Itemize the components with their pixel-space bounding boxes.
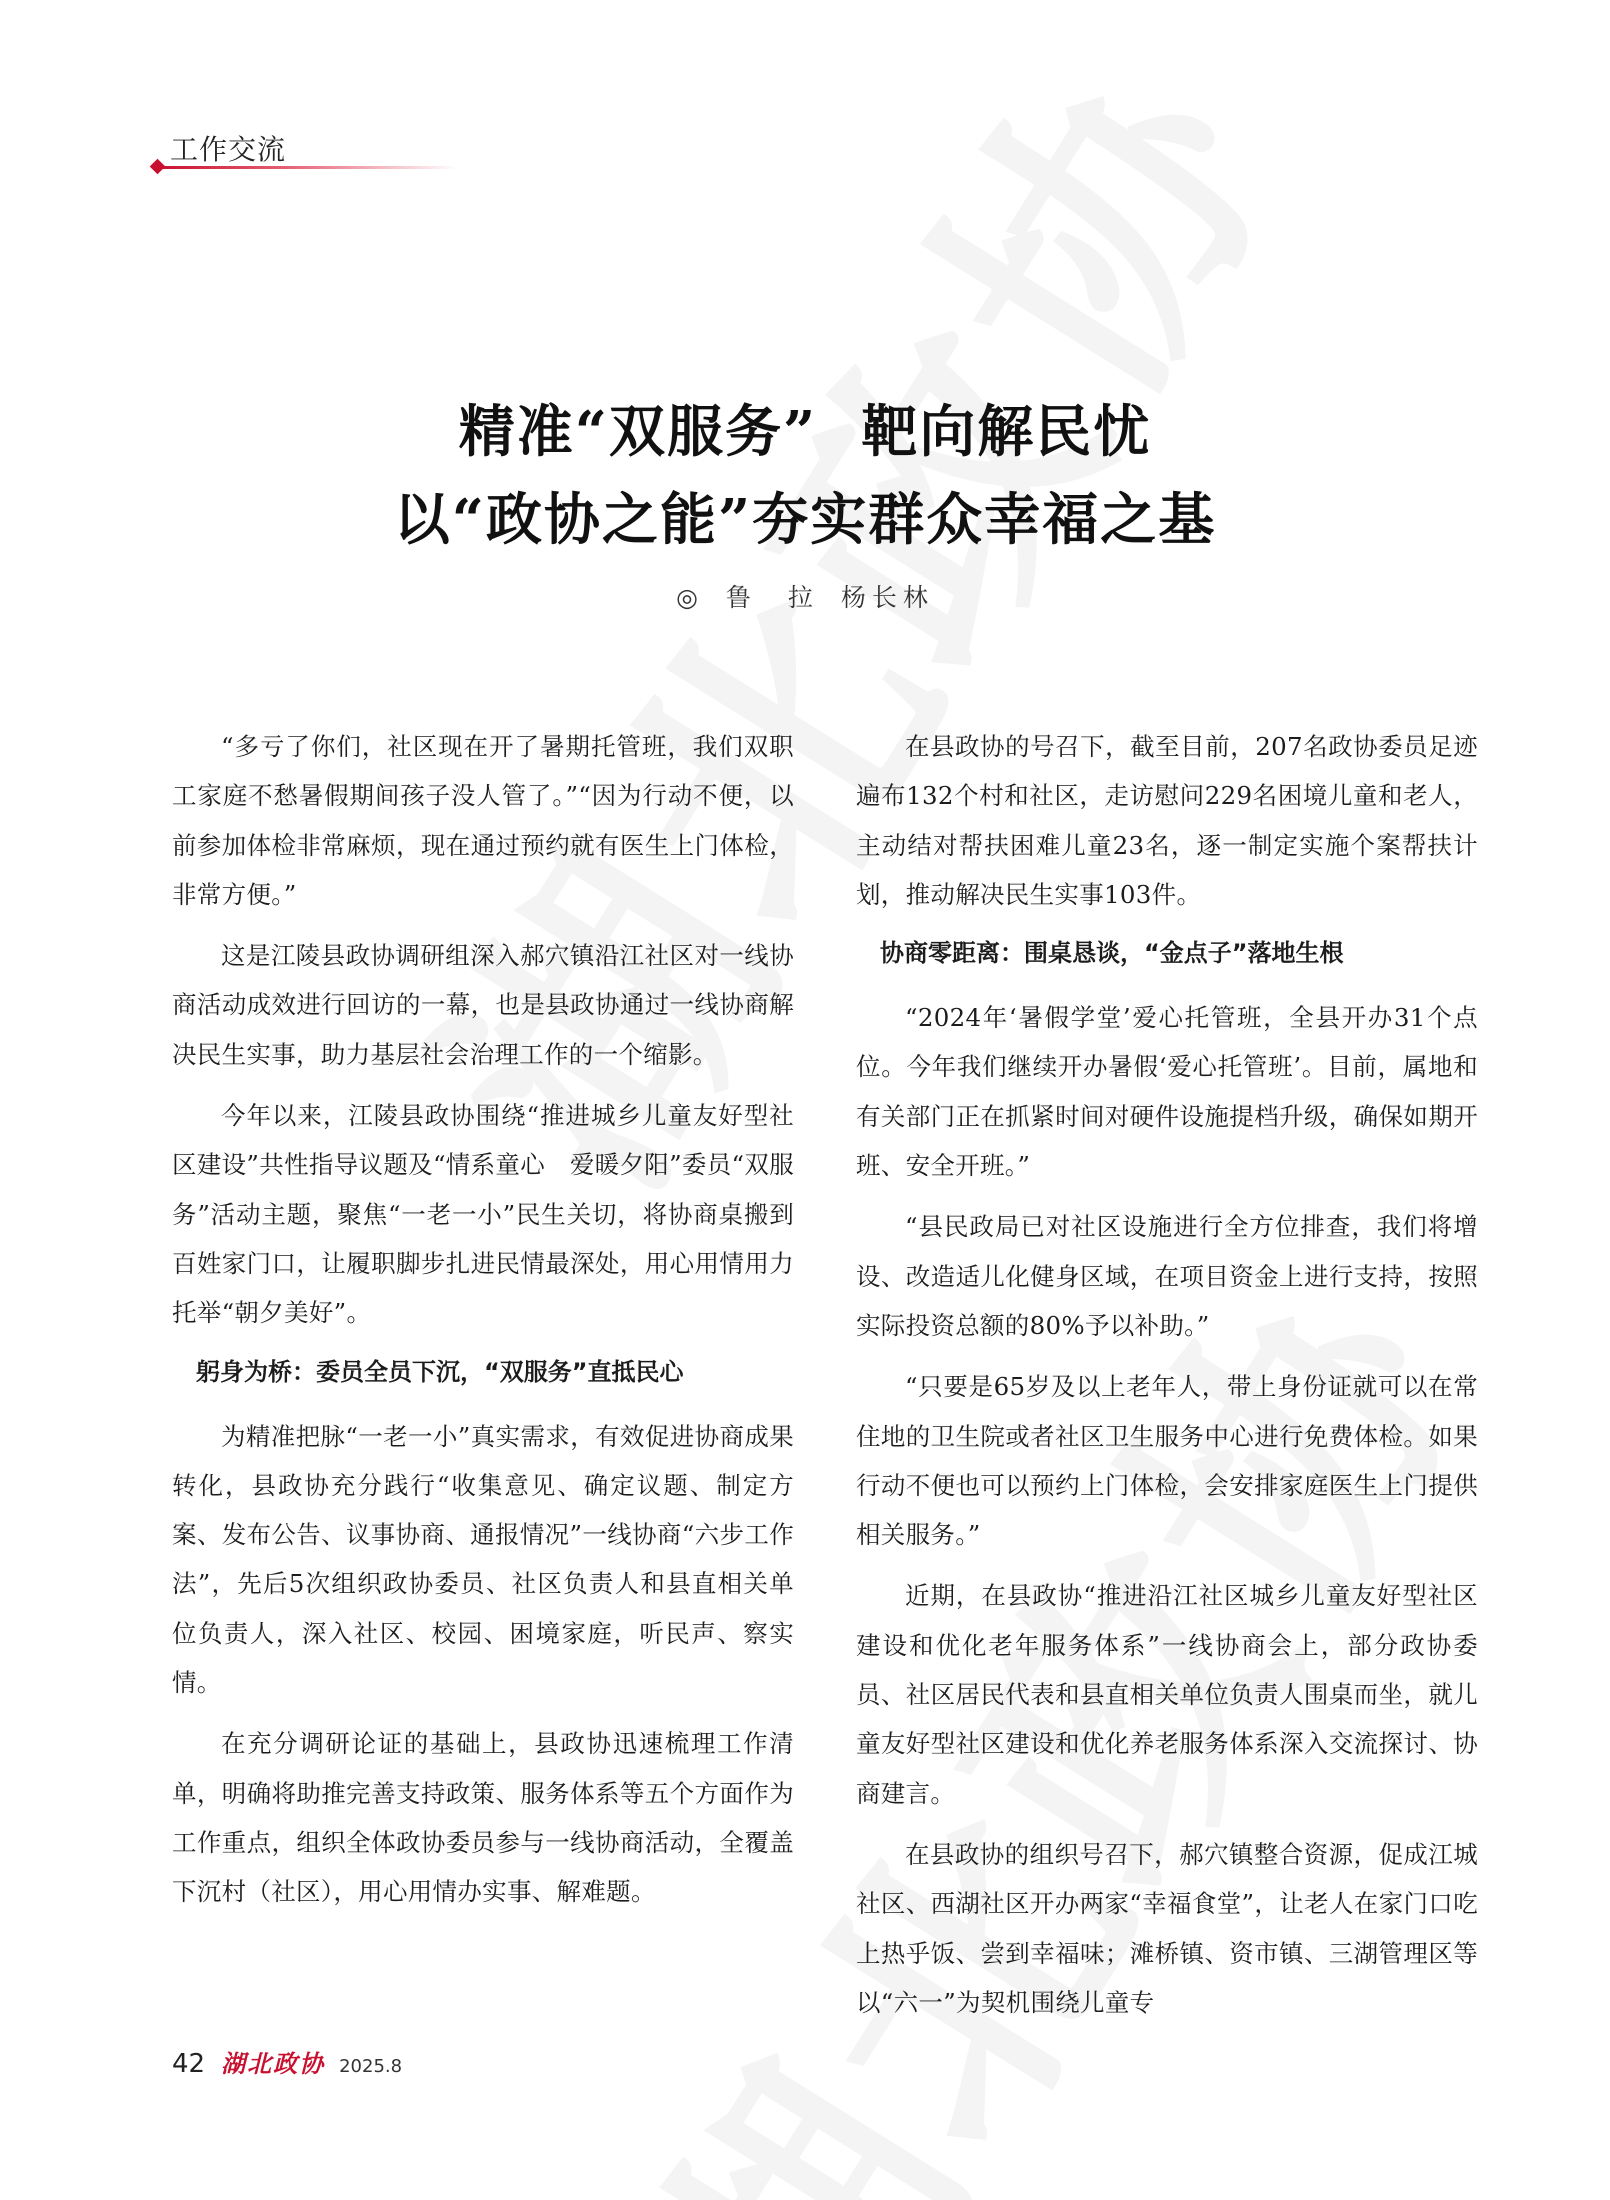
magazine-logo: 湖北政协	[221, 2049, 326, 2078]
title-part-1: 精准“双服务”	[458, 399, 818, 465]
paragraph: 今年以来，江陵县政协围绕“推进城乡儿童友好型社区建设”共性指导议题及“情系童心 爱暖夕阳”委员“双服务”活动主题，聚焦“一老一小”民生关切，将协商桌搬到百姓家门口，让履职脚步扎进民情最深处，用心用情用力托举“朝夕美好”。	[172, 1101, 794, 1328]
paragraph: 这是江陵县政协调研组深入郝穴镇沿江社区对一线协商活动成效进行回访的一幕，也是县政协通过一线协商解决民生实事，助力基层社会治理工作的一个缩影。	[172, 941, 794, 1069]
paragraph: 在充分调研论证的基础上，县政协迅速梳理工作清单，明确将助推完善支持政策、服务体系等五个方面作为工作重点，组织全体政协委员参与一线协商活动，全覆盖下沉村（社区），用心用情办实事、解难题。	[172, 1729, 794, 1907]
author-2: 杨长林	[840, 583, 934, 612]
subheading-1: 躬身为桥：委员全员下沉，“双服务”直抵民心	[196, 1357, 684, 1386]
paragraph: “2024年‘暑假学堂’爱心托管班，全县开办31个点位。今年我们继续开办暑假‘爱心托管班’。目前，属地和有关部门正在抓紧时间对硬件设施提档升级，确保如期开班、安全开班。”	[856, 1003, 1478, 1181]
paragraph: 近期，在县政协“推进沿江社区城乡儿童友好型社区建设和优化老年服务体系”一线协商会上，部分政协委员、社区居民代表和县直相关单位负责人围桌而坐，就儿童友好型社区建设和优化养老服务体系深入交流探讨、协商建言。	[856, 1581, 1478, 1808]
byline-mark-icon: ◎	[676, 583, 704, 612]
paragraph: 为精准把脉“一老一小”真实需求，有效促进协商成果转化，县政协充分践行“收集意见、确定议题、制定方案、发布公告、议事协商、通报情况”一线协商“六步工作法”，先后5次组织政协委员、社区负责人和县直相关单位负责人，深入社区、校园、困境家庭，听民声、察实情。	[172, 1421, 794, 1698]
page-footer	[172, 2044, 402, 2079]
page-number: 42	[172, 2049, 206, 2079]
paragraph: 在县政协的组织号召下，郝穴镇整合资源，促成江城社区、西湖社区开办两家“幸福食堂”，让老人在家门口吃上热乎饭、尝到幸福味；滩桥镇、资市镇、三湖管理区等以“六一”为契机围绕儿童专	[856, 1839, 1478, 2017]
title-part-2: 靶向解民忧	[861, 399, 1152, 465]
article-title-line-1	[0, 388, 1610, 468]
paragraph: “县民政局已对社区设施进行全方位排查，我们将增设、改造适儿化健身区域，在项目资金上进行支持，按照实际投资总额的80%予以补助。”	[856, 1212, 1478, 1340]
article-title-line-2: 以“政协之能”夯实群众幸福之基	[393, 487, 1217, 553]
section-label: 工作交流	[170, 133, 287, 166]
paragraph: “多亏了你们，社区现在开了暑期托管班，我们双职工家庭不愁暑假期间孩子没人管了。”“因为行动不便，以前参加体检非常麻烦，现在通过预约就有医生上门体检，非常方便。”	[172, 732, 794, 909]
issue-date: 2025.8	[339, 2056, 403, 2077]
subheading-2: 协商零距离：围桌恳谈，“金点子”落地生根	[880, 939, 1344, 968]
paragraph: “只要是65岁及以上老年人，带上身份证就可以在常住地的卫生院或者社区卫生服务中心进行免费体检。如果行动不便也可以预约上门体检，会安排家庭医生上门提供相关服务。”	[856, 1372, 1478, 1550]
byline	[0, 578, 1610, 614]
right-column	[856, 722, 1478, 2039]
paragraph: 在县政协的号召下，截至目前，207名政协委员足迹遍布132个村和社区，走访慰问229名困境儿童和老人，主动结对帮扶困难儿童23名，逐一制定实施个案帮扶计划，推动解决民生实事103件。	[856, 732, 1478, 909]
author-1: 鲁 拉	[725, 583, 819, 612]
left-column	[172, 722, 794, 1929]
section-rule	[158, 166, 458, 169]
section-diamond-icon	[150, 159, 166, 175]
